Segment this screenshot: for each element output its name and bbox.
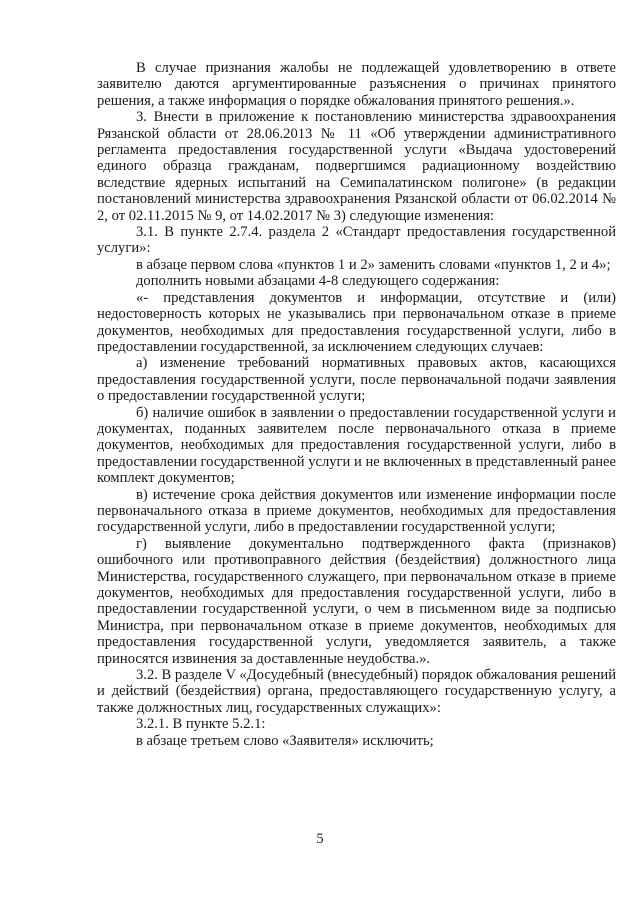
paragraph-case-a: а) изменение требований нормативных правовых актов, касающихся предоставления государственной услуги, после первоначальной подачи заявления о предоставлении государственной услуги; [97,355,616,405]
paragraph-item-3-2: 3.2. В разделе V «Досудебный (внесудебный) порядок обжалования решений и действий (бездействия) органа, предоставляющего государственную услугу, а также должностных лиц, государственных служащих»: [97,667,617,716]
paragraph-item-3: 3. Внести в приложение к постановлению министерства здравоохранения Рязанской области от 28.06.2013 № 11 «Об утверждении административного регламента предоставления государственной услуги «Выдача удостоверений единого образца гражданам, подвергшимся радиационному воздействию вследствие ядерных испытаний на Семипалатинском полигоне» (в редакции постановлений министерства здравоохранения Рязанской области от 06.02.2014 № 2, от 02.11.2015 № 9, от 14.02.2017 № 3) следующие изменения: [97,109,616,224]
paragraph-item-3-2-1: 3.2.1. В пункте 5.2.1: [136,716,266,733]
page-number: 5 [316,831,324,847]
paragraph-add-abzacs: дополнить новыми абзацами 4-8 следующего содержания: [136,273,500,290]
paragraph-case-b: б) наличие ошибок в заявлении о предоставлении государственной услуги и документах, поданных заявителем после первоначального отказа в приеме документов, необходимых для предоставления государственной услуги, либо в предоставлении государственной услуги и не включенных в представленный ранее комплект документов; [97,404,616,487]
paragraph-first-abzac: в абзаце первом слова «пунктов 1 и 2» заменить словами «пунктов 1, 2 и 4»; [136,256,611,273]
paragraph-third-abzac: в абзаце третьем слово «Заявителя» исключить; [136,732,434,749]
paragraph-case-g: г) выявление документально подтвержденного факта (признаков) ошибочного или противоправного действия (бездействия) должностного лица Министерства, государственного служащего, при первоначальном отказе в приеме документов, необходимых для предоставления государственной услуги, либо в предоставлении государственной услуги, о чем в письменном виде за подписью Министра, при первоначальном отказе в приеме документов, необходимых для предоставления государственной услуги, уведомляется заявитель, а также приносятся извинения за доставленные неудобства.». [97,535,616,667]
document-body [97,60,616,749]
paragraph-item-3-1: 3.1. В пункте 2.7.4. раздела 2 «Стандарт предоставления государственной услуги»: [97,224,616,257]
paragraph-case-v: в) истечение срока действия документов или изменение информации после первоначального отказа в приеме документов, необходимых для предоставления государственной услуги, либо в предоставлении государственной услуги; [97,486,616,536]
paragraph-complaint-rejection: В случае признания жалобы не подлежащей удовлетворению в ответе заявителю даются аргументированные разъяснения о причинах принятого решения, а также информация о порядке обжалования принятого решения.». [97,60,616,109]
paragraph-documents-presentation: «- представления документов и информации, отсутствие и (или) недостоверность которых не указывались при первоначальном отказе в приеме документов, необходимых для предоставления государственной услуги, либо в предоставлении государственной, за исключением следующих случаев: [97,289,616,355]
